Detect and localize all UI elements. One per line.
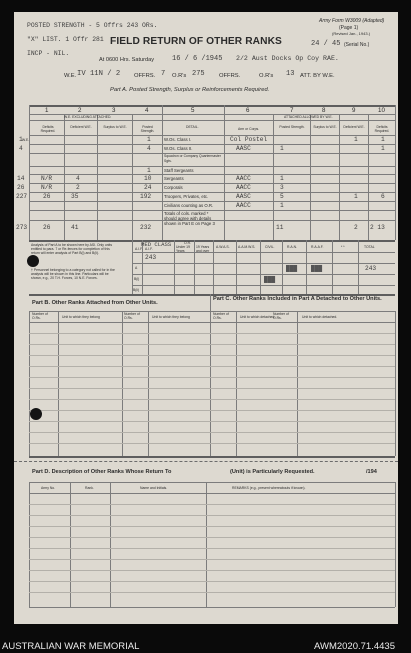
analysis-sub-under19: Under 19 Years [176,245,190,253]
offrs-label: OFFRS. [134,73,156,79]
col-number-4: 4 [145,107,149,114]
part-b-col-4: Unit to which they belong [152,315,190,319]
cell-r6-c7: 3 [280,184,284,191]
group-header-right: ATTACHED ALLOWED BY W.E. [284,115,333,119]
col-header-1: Deficits Required. [40,125,56,133]
part-d-heading-tail: (Unit) is Particularly Requested. [230,469,315,475]
analysis-total: TOTAL [364,245,375,249]
total-c10: 2 13 [370,224,385,231]
col-header-7: Posted Strength. [279,125,305,129]
date-stamp: 24 / 45 [311,40,341,48]
cell-r6-c4: 24 [144,184,152,191]
typed-header-line-2: "X" LIST. 1 Offr 281 [27,36,104,43]
detail-row-1: W.Os. Class I. [164,137,192,142]
form-ref-line-1: Army Form W3009 (Adapted) [319,18,385,24]
cell-r1-c4: 1 [147,136,151,143]
total-c3: 41 [71,224,79,231]
part-d-heading: Part D. Description of Other Ranks Whose Return To [32,469,172,475]
detail-row-2: W.Os. Class II. [164,146,193,151]
cell-r8-c7: 1 [280,202,284,209]
part-b-col-1: Number of O.Rs. [32,312,48,320]
detail-row-8: Civilians counting as O.R. [164,203,214,208]
form-page [14,12,398,624]
cell-r7-arm: AASC [236,193,251,200]
part-c-col-1: Number of O.Rs. [213,312,229,320]
punch-hole-bottom [30,408,42,420]
total-c2: 26 [43,224,51,231]
detail-row-6: Corporals [164,185,183,190]
col-number-1: 1 [45,107,49,114]
analysis-note: Analysis of Part A to be shown here by ASI. Only units entitled to para. 7 or Re-fences for completion of this return will enter analysis of Part B(i) and B(ii). [31,243,113,255]
cell-r5-c7: 1 [280,175,284,182]
col-header-8: Surplus to W.E. [313,125,337,129]
cell-r5-c3: 4 [76,175,80,182]
analysis-row-bii: B(ii) [133,288,140,292]
col-header-3: Surplus to W.E. [103,125,127,129]
cell-r5-c4: 10 [144,175,152,182]
cell-r1-arm: Col Postel [230,136,268,143]
col-number-8: 8 [322,107,326,114]
col-header-4: Posted Strength. [140,125,155,133]
cell-r5-c1: 14 [17,175,25,182]
col-number-10: 10 [378,107,385,114]
ors-label: O.R's [172,73,187,79]
total-c1: 273 [16,224,28,231]
cell-r5-c2: N/R [41,175,53,182]
cell-r1-c1: 1 [19,136,23,143]
detail-row-3: Squadron or Company Quartermaster Sgts. [164,154,221,163]
totals-detail: Totals of cols. marked * should agree with details shown in Part E on Page 3 [164,211,215,226]
offrs-label-2: OFFRS. [219,73,241,79]
analysis-star: * * [341,245,345,249]
serial-label: (Serial No.) [344,42,370,48]
typed-header-line-3: INCP - NIL. [27,50,70,57]
ors-label-2: O.R's [259,73,274,79]
analysis-redacted-3: ███ [264,276,276,283]
group-header-left: W.E. EXCLUDING ATTACHED. [64,115,112,119]
part-c-col-2: Unit to which detached. [240,315,276,319]
total-c9: 2 [354,224,358,231]
analysis-total-value: 243 [365,265,377,272]
analysis-ran: R.A.N. [287,245,297,249]
col-header-2: Deficient W.E. [70,125,92,129]
we-label: W.E. [64,73,77,79]
form-title: FIELD RETURN OF OTHER RANKS [110,36,282,47]
part-d-col-army-no: Army No. [41,486,56,490]
col-number-6: 6 [246,107,250,114]
analysis-raaf: R.A.A.F. [311,245,324,249]
typed-header-line-1: POSTED STRENGTH - 5 Offrs 243 ORs. [27,22,158,29]
unit-typed: 2/2 Aust Docks Op Coy RAE. [236,55,339,62]
cell-r2-c7: 1 [280,145,284,152]
att-label: ATT. BY W.E. [300,73,335,79]
analysis-redacted-1: ███ [286,265,298,272]
cell-r6-c3: 2 [76,184,80,191]
form-ref-line-2: (Page 1) [339,25,359,31]
detail-row-5: Sergeants [164,176,184,181]
cell-r7-c7: 5 [280,193,284,200]
cell-r6-c2: N/R [41,184,53,191]
cell-r7-c10: 6 [381,193,385,200]
col-number-9: 9 [352,107,356,114]
col-header-6: Arm or Corps. [238,127,260,131]
part-c-col-3: Number of O.Rs. [273,312,289,320]
offrs-value: 7 [161,70,166,78]
col-number-3: 3 [112,107,116,114]
analysis-aamws: A.A.M.W.S. [238,245,256,249]
cell-r7-c9: 1 [354,193,358,200]
part-b-col-3: Number of O.Rs. [124,312,140,320]
col-header-5: DETAIL. [186,125,199,129]
part-d-date-tail: /194 [366,469,377,475]
part-a-heading: Part A. Posted Strength, Surplus or Reinforcements Required. [110,87,270,93]
total-c4: 232 [140,224,152,231]
col-number-2: 2 [78,107,82,114]
cell-r5-arm: AACC [236,175,251,182]
analysis-civil: CIVIL. [265,245,275,249]
analysis-aif-value: 243 [145,254,157,261]
cell-r1-c10: 1 [381,136,385,143]
analysis-row-bi: B(i) [134,277,140,281]
part-b-col-2: Unit to which they belong [62,315,100,319]
ors-value: 275 [192,70,205,78]
part-c-col-4: Unit to which detached. [302,315,338,319]
punch-hole-top [27,255,39,267]
part-d-col-remarks: REMARKS (e.g., present whereabouts if known). [232,486,306,490]
cell-r2-arm: AASC [236,145,251,152]
col-header-10: Deficits Required. [374,125,390,133]
ors-value-2: 13 [286,70,295,78]
analysis-redacted-2: ███ [311,265,323,272]
cell-r7-c3: 35 [71,193,79,200]
analysis-awas: A.W.A.S. [216,245,230,249]
at-hrs-label: At 0600 Hrs. Saturday [99,57,155,63]
cell-r8-arm: AACC [236,202,251,209]
analysis-sub-19over: 19 Years and over [196,245,210,253]
detail-row-7: Troopers, Privates, etc. [164,194,209,199]
cell-r7-c1: 227 [16,193,28,200]
analysis-sub-aif-2: A.I.F. [145,247,153,251]
we-value: IV 11N / 2 [77,70,121,78]
date-typed: 16 / 6 /1945 [172,55,223,63]
form-ref-line-3: (Revised Jan., 1943.) [332,31,371,36]
col-header-9: Deficient W.E. [343,125,365,129]
we-marker: W.E. [22,138,30,142]
total-c7: 11 [276,224,284,231]
part-d-col-rank: Rank. [85,486,94,490]
analysis-med-class: MED CLASS [141,241,172,248]
footer-right-caption: AWM2020.71.4435 [314,641,395,652]
cell-r2-c10: 1 [381,145,385,152]
part-d-col-name: Name and Initials. [140,486,168,490]
cell-r2-c1: 4 [19,145,23,152]
cell-r2-c4: 4 [147,145,151,152]
detail-row-4: Staff Sergeants [164,168,194,173]
part-c-heading: Part C. Other Ranks Included in Part A Detached to Other Units. [213,296,382,302]
cell-r1-c9: 1 [354,136,358,143]
analysis-or: O.R. [184,241,191,245]
analysis-sub-aif-1: A.I.F. [135,247,143,251]
part-b-heading: Part B. Other Ranks Attached from Other Units. [32,300,158,306]
col-number-5: 5 [191,107,195,114]
footer-left-caption: AUSTRALIAN WAR MEMORIAL [2,641,140,652]
cell-r7-c2: 26 [43,193,51,200]
cell-r7-c4: 192 [140,193,152,200]
col-number-7: 7 [290,107,294,114]
analysis-note-2: † Personnel belonging to a category not called for in the analysis will be shown in this line. Particulars will be shown, e.g., 20 T.H. Forces, 10 N.E. Forces. [31,268,115,280]
cell-r6-arm: AACC [236,184,251,191]
cell-r4-c4: 1 [147,167,151,174]
analysis-row-a: A [135,266,138,270]
cell-r6-c1: 26 [17,184,25,191]
